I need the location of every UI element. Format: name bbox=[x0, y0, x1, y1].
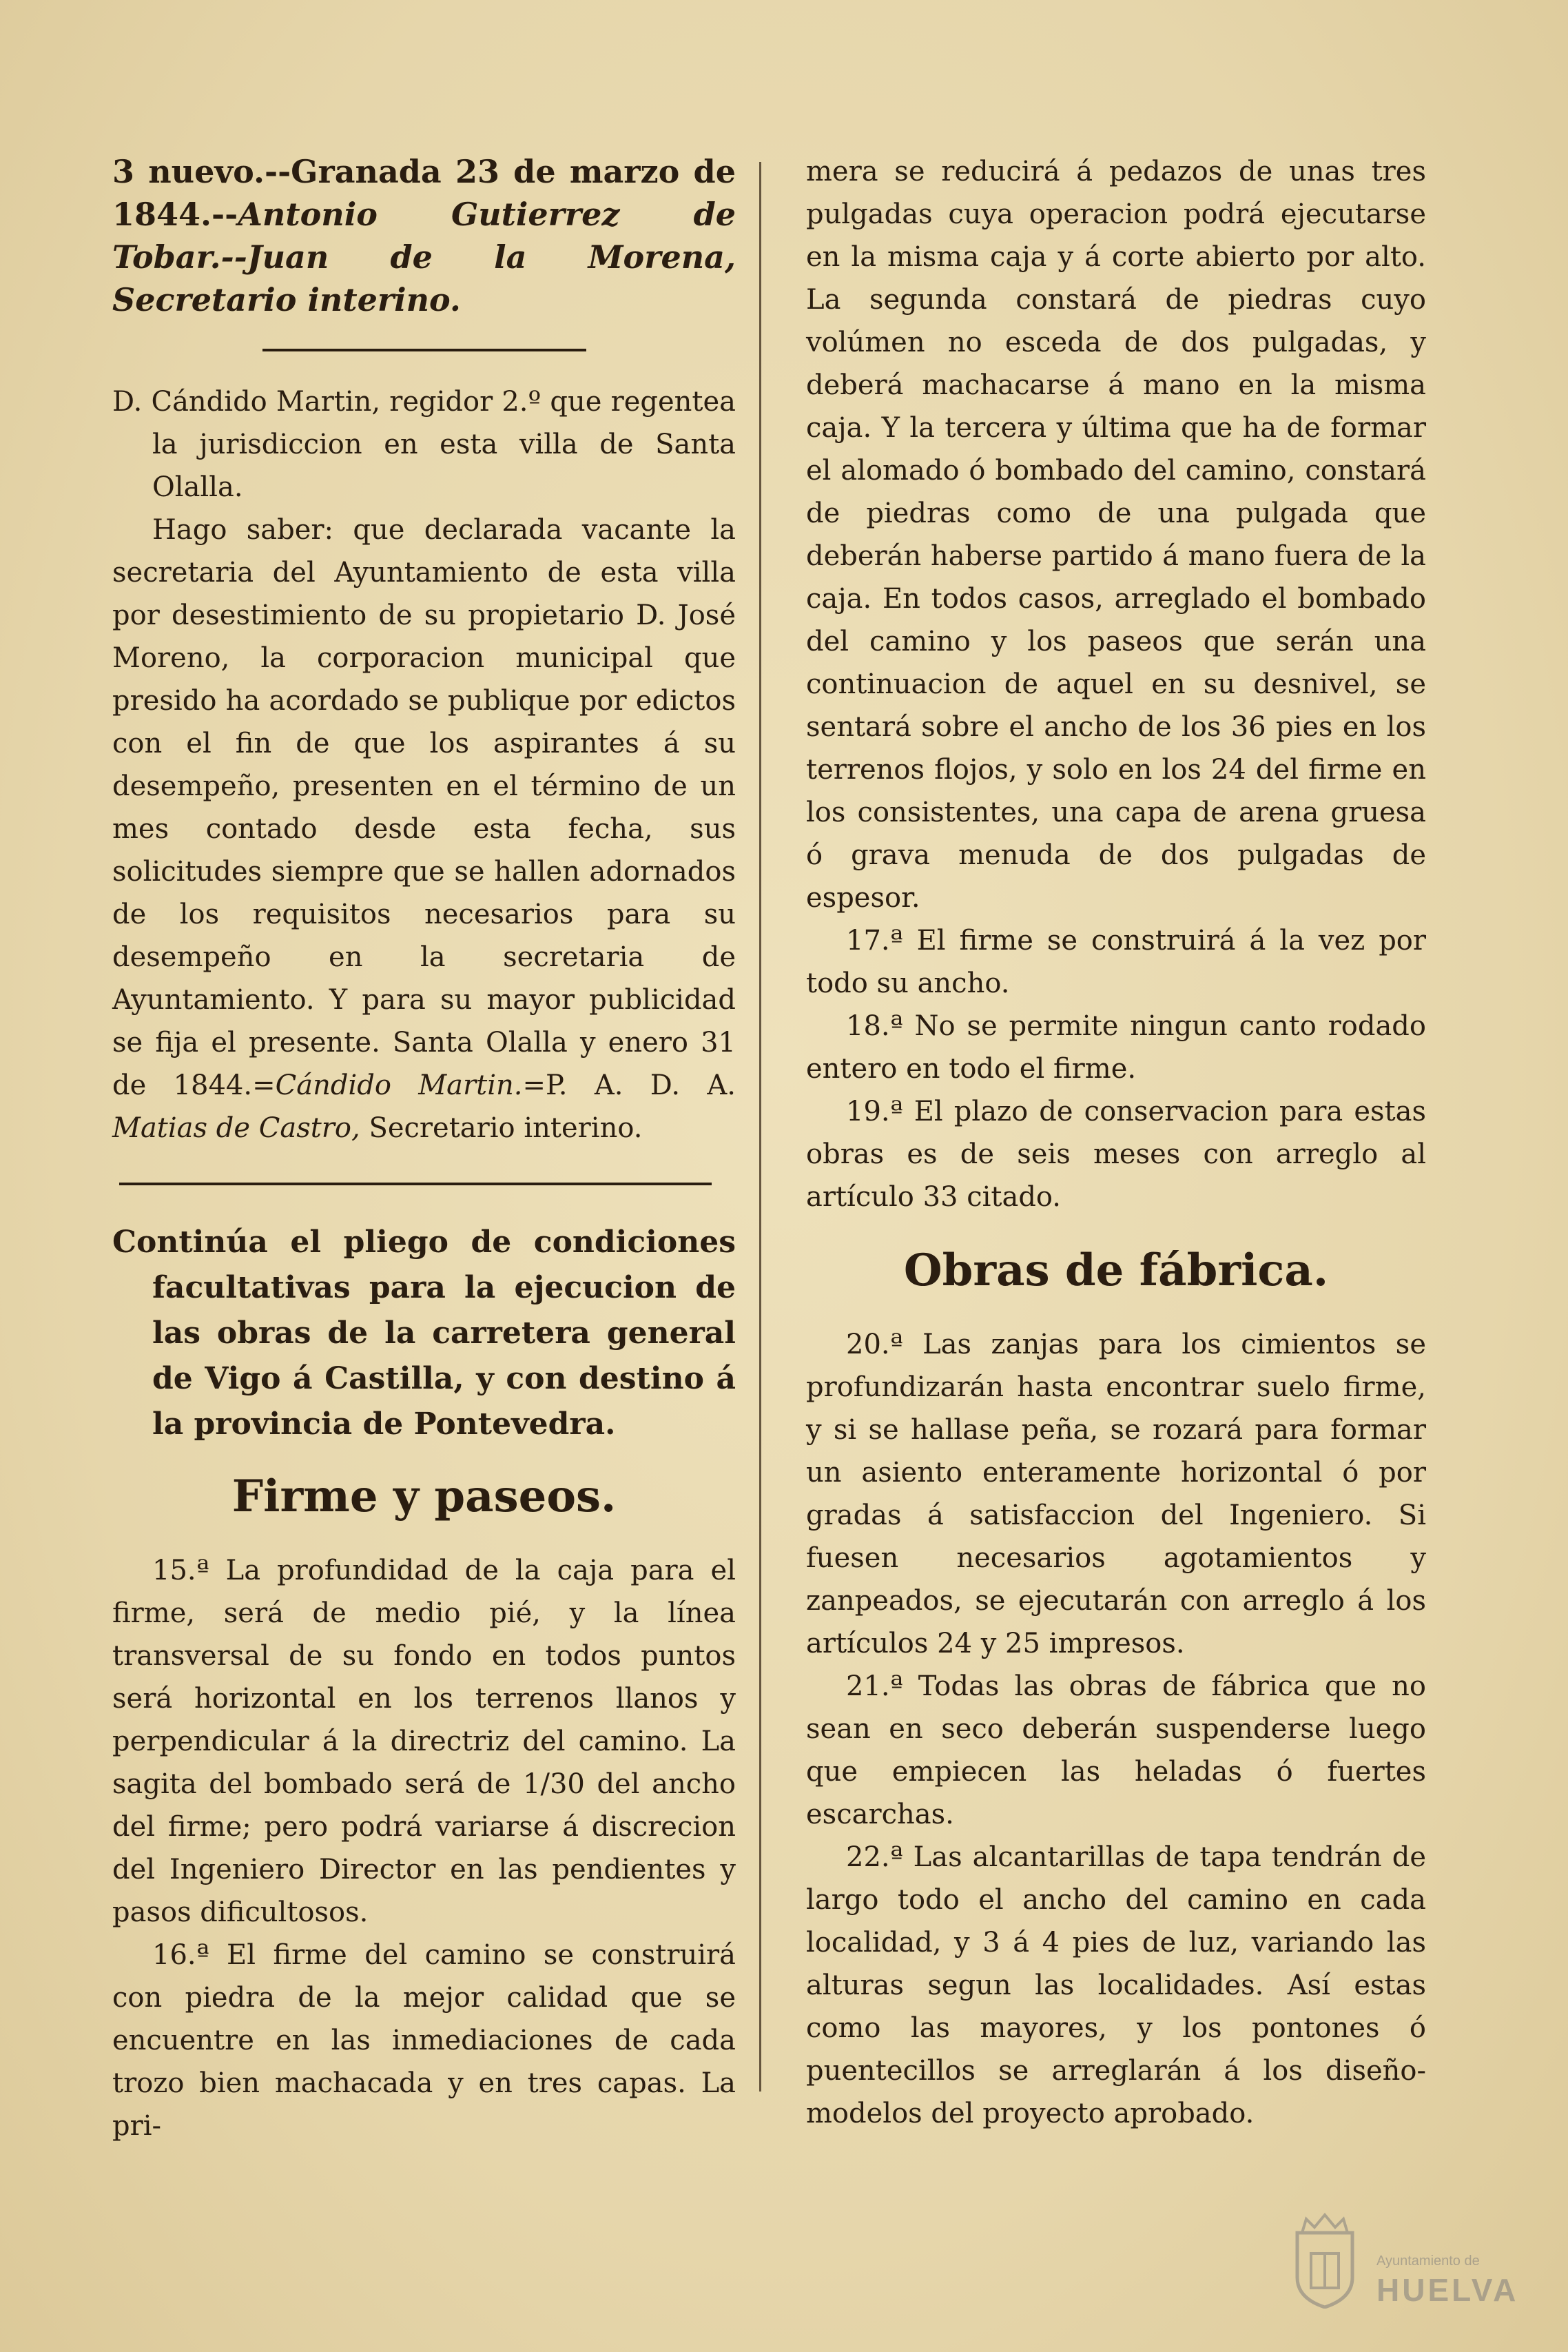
article-16-start: 16.ª El firme del camino se construirá con piedra de la mejor calidad que se encuentre en las inmediaciones de cada trozo bien machacada y en tres capas. La pri- bbox=[112, 1939, 736, 2142]
archive-watermark bbox=[1280, 2212, 1519, 2315]
section-heading-firme: Firme y paseos. bbox=[231, 1471, 617, 1522]
section-separator-rule bbox=[119, 1183, 712, 1185]
article-18: 18.ª No se permite ningun canto rodado entero en todo el firme. bbox=[806, 1010, 1426, 1085]
article-15: 15.ª La profundidad de la caja para el firme, será de medio pié, y la línea transversal de su fondo en todos puntos será horizontal en los terrenos llanos y perpendicular á la directriz del camino. La sagita del bombado será de 1/30 del ancho del firme; pero podrá variarse á discrecion del Ingeniero Director en las pendientes y pasos dificultosos. bbox=[112, 1555, 736, 1928]
section-heading-obras: Obras de fábrica. bbox=[903, 1245, 1329, 1296]
city-crest-icon bbox=[1287, 2212, 1363, 2309]
column-divider bbox=[759, 162, 761, 2092]
notice-signature-separator: =P. A. D. A. bbox=[522, 1070, 736, 1101]
notice-secretary-role: Secretario interino. bbox=[360, 1112, 643, 1144]
article-17: 17.ª El firme se construirá á la vez por todo su ancho. bbox=[806, 925, 1426, 999]
watermark-subtitle: Ayuntamiento de bbox=[1376, 2253, 1480, 2269]
article-20: 20.ª Las zanjas para los cimientos se profundizarán hasta encontrar suelo firme, y si se hallase peña, se rozará para formar un asiento enteramente horizontal ó por gradas á satisfaccion del Ingeniero. Si fuesen necesarios agotamientos y zanpeados, se ejecutarán con arreglo á los artículos 24 y 25 impresos. bbox=[806, 1329, 1426, 1659]
notice-intro: D. Cándido Martin, regidor 2.º que regentea la jurisdiccion en esta villa de Santa Olalla. bbox=[112, 386, 736, 503]
article-19: 19.ª El plazo de conservacion para estas obras es de seis meses con arreglo al artículo 33 citado. bbox=[806, 1096, 1426, 1213]
article-21: 21.ª Todas las obras de fábrica que no sean en seco deberán suspenderse luego que empiecen las heladas ó fuertes escarchas. bbox=[806, 1670, 1426, 1830]
decree-header-signatories: Antonio Gutierrez de Tobar.--Juan de la Morena, Secretario interino. bbox=[112, 196, 736, 318]
decree-header bbox=[112, 150, 736, 321]
decree-header-date: 3 nuevo.--Granada 23 de marzo de 1844.-- bbox=[112, 153, 736, 233]
notice-body-text: Hago saber: que declarada vacante la secretaria del Ayuntamiento de esta villa por desestimiento de su propietario D. José Moreno, la corporacion municipal que presido ha acordado se publique por edictos con el fin de que los aspirantes á su desempeño, presenten en el término de un mes contado desde esta fecha, sus solicitudes siempre que se hallen adornados de los requisitos necesarios para su desempeño en la secretaria de Ayuntamiento. Y para su mayor publicidad se fija el presente. Santa Olalla y enero 31 de 1844.= bbox=[112, 514, 736, 1101]
notice-secretary-name: Matias de Castro, bbox=[112, 1112, 360, 1144]
continuation-title: Continúa el pliego de condiciones facultativas para la ejecucion de las obras de la carretera general de Vigo á Castilla, y con destino á la provincia de Pontevedra. bbox=[112, 1225, 736, 1442]
article-22: 22.ª Las alcantarillas de tapa tendrán de largo todo el ancho del camino en cada localidad, y 3 á 4 pies de luz, variando las alturas segun las localidades. Así estas como las mayores, y los pontones ó puentecillos se arreglarán á los diseño-modelos del proyecto aprobado. bbox=[806, 1841, 1426, 2129]
left-column bbox=[112, 150, 736, 2147]
notice-body bbox=[112, 509, 736, 1149]
separator-rule bbox=[262, 349, 586, 351]
watermark-title: HUELVA bbox=[1376, 2272, 1519, 2308]
right-column bbox=[806, 150, 1426, 2135]
article-16-continued: mera se reducirá á pedazos de unas tres pulgadas cuya operacion podrá ejecutarse en la misma caja y á corte abierto por alto. La segunda constará de piedras cuyo volúmen no esceda de dos pulgadas, y deberá machacarse á mano en la misma caja. Y la tercera y última que ha de formar el alomado ó bombado del camino, constará de piedras como de una pulgada que deberán haberse partido á mano fuera de la caja. En todos casos, arreglado el bombado del camino y los paseos que serán una continuacion de aquel en su desnivel, se sentará sobre el ancho de los 36 pies en los terrenos flojos, y solo en los 24 del firme en los consistentes, una capa de arena gruesa ó grava menuda de dos pulgadas de espesor. bbox=[806, 156, 1426, 914]
notice-signature: Cándido Martin. bbox=[275, 1070, 523, 1101]
